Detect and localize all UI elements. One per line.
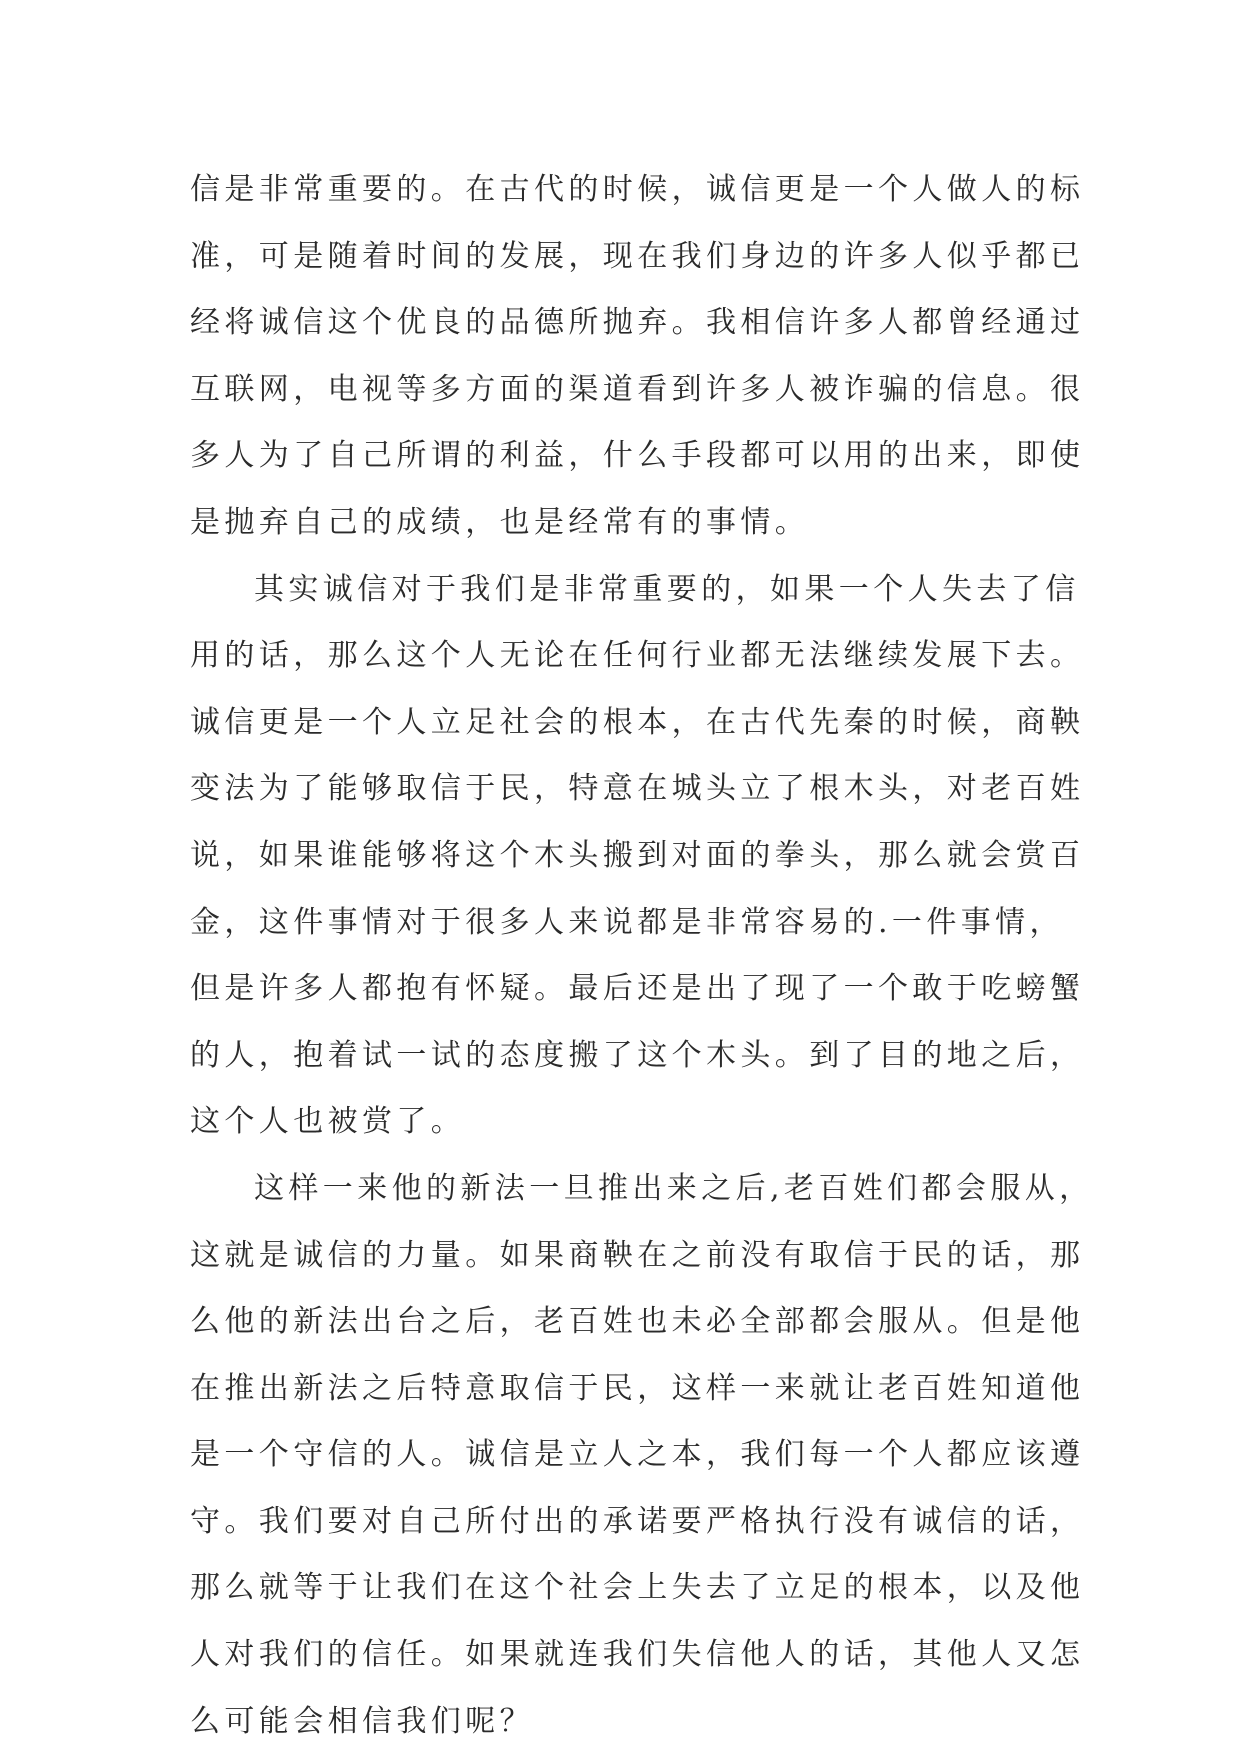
text-line: 么他的新法出台之后，老百姓也未必全部都会服从。但是他 [190,1304,1085,1340]
text-line: 这就是诚信的力量。如果商鞅在之前没有取信于民的话，那 [190,1237,1085,1273]
text-line: 的人，抱着试一试的态度搬了这个木头。到了目的地之后， [190,1037,1085,1073]
text-line: 诚信更是一个人立足社会的根本，在古代先秦的时候，商鞅 [190,704,1085,740]
paragraph-first-line: 其实诚信对于我们是非常重要的，如果一个人失去了信 [254,571,1080,607]
text-line: 多人为了自己所谓的利益，什么手段都可以用的出来，即使 [190,438,1085,474]
text-line: 是一个守信的人。诚信是立人之本，我们每一个人都应该遵 [190,1437,1085,1473]
text-line: 么可能会相信我们呢？ [190,1703,534,1739]
paragraph-first-line: 这样一来他的新法一旦推出来之后,老百姓们都会服从， [254,1170,1094,1206]
text-line: 金，这件事情对于很多人来说都是非常容易的.一件事情， [190,904,1064,940]
text-line: 信是非常重要的。在古代的时候，诚信更是一个人做人的标 [190,172,1085,207]
text-line: 用的话，那么这个人无论在任何行业都无法继续发展下去。 [190,638,1085,674]
text-line: 经将诚信这个优良的品德所抛弃。我相信许多人都曾经通过 [190,305,1085,341]
text-line: 这个人也被赏了。 [190,1104,466,1140]
text-line: 守。我们要对自己所付出的承诺要严格执行没有诚信的话， [190,1503,1085,1539]
text-line: 变法为了能够取信于民，特意在城头立了根木头，对老百姓 [190,771,1085,807]
text-line: 是抛弃自己的成绩，也是经常有的事情。 [190,504,810,540]
text-line: 说，如果谁能够将这个木头搬到对面的拳头，那么就会赏百 [190,837,1085,873]
text-line: 在推出新法之后特意取信于民，这样一来就让老百姓知道他 [190,1370,1085,1406]
text-line: 准，可是随着时间的发展，现在我们身边的许多人似乎都已 [190,238,1085,274]
text-line: 人对我们的信任。如果就连我们失信他人的话，其他人又怎 [190,1637,1085,1673]
body-text [190,157,1094,1755]
text-line: 但是许多人都抱有怀疑。最后还是出了现了一个敢于吃螃蟹 [190,971,1085,1007]
text-line: 那么就等于让我们在这个社会上失去了立足的根本，以及他 [190,1570,1085,1606]
text-line: 互联网，电视等多方面的渠道看到许多人被诈骗的信息。很 [190,371,1085,407]
